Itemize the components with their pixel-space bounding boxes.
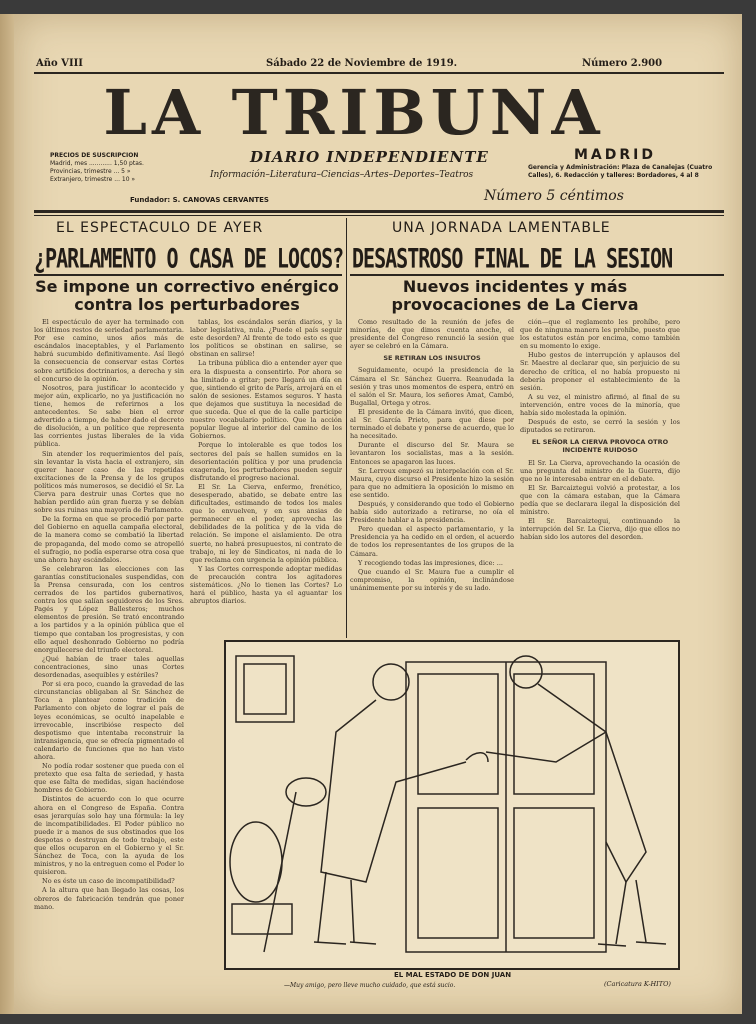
paragraph: Después de esto, se cerró la sesión y los diputados se retiraron.: [520, 418, 680, 435]
paragraph: Se celebraron las elecciones con las garantías constitucionales suspendidas, con la Prensa censurada, con los centros cerrados de los partidos gubernativos, contra los que salían seguidores de los Sres. Pagés y López Ballesteros; muchos elementos de presión. Se trató encontrando a los partidos y a la opinión pública que el tiempo que contaban los progresistas, y con ello aquel deshonrado Gobierno no podría enorgullecerse del triunfo electoral.: [34, 564, 184, 654]
paragraph: Hubo gestos de interrupción y aplausos del Sr. Maestre al declarar que, sin perjuicio de su derecho de crítica, el no había propuesto ni debería proponer el establecimiento de la sesión.: [520, 351, 680, 392]
column-divider: [346, 218, 347, 638]
left-column-1: [34, 318, 184, 978]
paragraph: Por si era poco, cuando la gravedad de las circunstancias obligaban al Sr. Sánchez de Toca a plantear como tradición de Parlamento con objeto de lograr el país de leyes económicas, se ocultó inapelable e irrevocable, inscribióse respecto del despotismo que intentaba reconstruir la intransigencia, que se ofrecía pigmentado el calendario de funciones que no han visto ahora.: [34, 680, 184, 761]
masthead-title: LA TRIBUNA: [103, 76, 605, 149]
paragraph: Y las Cortes corresponde adoptar medidas de precaución contra los agitadores sistemáticos. ¿No lo tienen las Cortes? Lo hará el público, hasta ya el aguantar los abruptos diarios.: [190, 564, 342, 606]
subscription-box: [50, 152, 200, 184]
left-column-2: [190, 318, 342, 636]
admin-address: Gerencia y Administración: Plaza de Canalejas (Cuatro Calles), 6. Redacción y talleres: Bordadores, 4 al 8: [528, 164, 713, 179]
right-deck: Nuevos incidentes y más provocaciones de La Cierva: [391, 277, 639, 314]
paragraph: No es éste un caso de incompatibilidad?: [42, 877, 175, 886]
left-kicker: EL ESPECTACULO DE AYER: [56, 220, 264, 236]
paragraph: ¿Qué habían de traer tales aquellas concentraciones, sino unas Cortes desordenadas, asequibles y estériles?: [34, 654, 184, 680]
paragraph: El Sr. La Cierva, enfermo, frenético, desesperado, abatido, se debate entre las dificultades, estimando de todos los males que lo envuelven, y en sus ansias de permanecer en el poder, aprovecha las debilidades de la política y de la vida de relación. Se impone el aislamiento. De otra suerte, no habrá presupuestos, ni contrato de trabajo, ni ley de Sindicatos, ni nada de lo que reclama con urgencia la opinión pública.: [190, 482, 342, 564]
subscription-row: Madrid, mes ............ 1,50 ptas.: [50, 160, 144, 167]
left-headline-rule: [34, 274, 342, 276]
right-kicker: UNA JORNADA LAMENTABLE: [392, 220, 611, 236]
subscription-title: PRECIOS DE SUSCRIPCION: [50, 152, 139, 159]
masthead-rule-thin: [34, 215, 724, 216]
year-label: Año VIII: [36, 58, 83, 69]
paragraph: El espectáculo de ayer ha terminado con los últimos restos de seriedad parlamentaria. Por ese camino, unos años más de escándalos inaceptables, y el Parlamento habrá sucumbido definitivamente. Así llegó la consecuencia de conservar estas Cortes sobre artificios doctrinarios, a derecha y sin el concurso de la opinión.: [34, 318, 184, 383]
subhead: EL SEÑOR LA CIERVA PROVOCA OTRO INCIDENTE RUIDOSO: [531, 438, 669, 455]
subscription-row: Provincias, trimestre ... 5 »: [50, 168, 131, 175]
price-label: Número 5 céntimos: [484, 188, 624, 204]
header-rule: [34, 72, 724, 74]
left-deck: Se impone un correctivo enérgico contra los perturbadores: [35, 277, 339, 314]
paragraph: Y recogiendo todas las impresiones, dice: ...: [358, 558, 503, 567]
masthead-tagline: Información–Literatura–Ciencias–Artes–Deportes–Teatros: [210, 170, 474, 180]
right-headline-rule: [350, 274, 724, 276]
paragraph: Sin atender los requerimientos del país, sin levantar la vista hacia el extranjero, sin querer hacer caso de las repetidas excitaciones de la Prensa y de los grupos políticos más numerosos, se decidió el Sr. La Cierva para destruir unas Cortes que no habían perdido aún gran fuerza y se debían sobre sus ruinas una mayoría de Parlamento.: [34, 449, 184, 515]
date-label: Sábado 22 de Noviembre de 1919.: [266, 58, 458, 69]
paragraph: De la forma en que se procedió por parte del Gobierno en aquella campaña electoral, de la manera como se combatió la libertad de propaganda, del modo como se atropelló el sufragio, no podía esperarse otra cosa que una ahora hay escándalos.: [34, 515, 184, 564]
cartoon-drawing: [226, 642, 678, 968]
city-label: MADRID: [574, 147, 656, 163]
subhead: SE RETIRAN LOS INSULTOS: [383, 354, 481, 363]
right-headline: DESASTROSO FINAL DE LA SESION: [352, 242, 673, 275]
paragraph: ción—que el reglamento les prohíbe, pero que de ninguna manera les prohíbe, puesto que los estatutos están por encima, como también en su momento lo exige.: [520, 318, 680, 351]
paragraph: El presidente de la Cámara invitó, que dicen, al Sr. García Prieto, para que diese por terminado el debate y ponerse de acuerdo, que lo ha necesitado.: [350, 407, 514, 441]
right-column-1: [350, 318, 514, 636]
cartoon-title: EL MAL ESTADO DE DON JUAN: [394, 971, 512, 979]
paragraph: Como resultado de la reunión de jefes de minorías, de que dimos cuenta anoche, el presidente del Congreso renunció la sesión que ayer se celebró en la Cámara.: [350, 318, 514, 351]
paragraph: Sr. Lerroux empezó su interpelación con el Sr. Maura, cuyo discurso el Presidente hizo la sesión para que no admitiera la oposición lo mismo en ese sentido.: [350, 466, 514, 499]
masthead-subtitle: DIARIO INDEPENDIENTE: [250, 148, 489, 166]
cartoon-illustration: [224, 640, 680, 970]
right-column-2: [520, 318, 680, 636]
masthead-rule: [34, 210, 724, 213]
paragraph: tablas, los escándalos serán diarios, y la labor legislativa, nula. ¿Puede el país seguir este desorden? Al frente de todo esto es que los políticos se obstinan en salirse, se obstinan en salirse!: [190, 318, 342, 359]
issue-number: Número 2.900: [582, 58, 663, 69]
paragraph: Seguidamente, ocupó la presidencia de la Cámara el Sr. Sánchez Guerra. Reanudada la sesión y tras unos momentos de espera, entró en el salón el Sr. Maura, los señores Amat, Cambó, Bugallal, Ortega y otros.: [350, 366, 514, 407]
paragraph: El Sr. Barcaiztegui, continuando la interrupción del Sr. La Cierva, dijo que ellos no habían sido los autores del desorden.: [520, 517, 680, 542]
paragraph: Pero quedan el aspecto parlamentario, y la Presidencia ya ha cedido en el orden, el acuerdo de todos los representantes de los grupos de la Cámara.: [350, 525, 514, 558]
paragraph: La tribuna pública dio a entender ayer que era la dispuesta a consentirlo. Por ahora se ha limitado a gritar; pero llegará un día en que, sintiendo el grito de París, arrojará en el salón de sesiones. Estamos seguros. Y hasta que dejamos que sustituya la necesidad de que suceda. Que el que de la calle participe nuestro vocabulario político. Que la acción popular llegue al interior del camino de los Gobiernos.: [190, 359, 342, 441]
paragraph: Durante el discurso del Sr. Maura se levantaron los socialistas, mas a la sesión. Entonces se apagaron las luces.: [350, 441, 514, 466]
founder-label: Fundador: S. CANOVAS CERVANTES: [130, 196, 269, 204]
paragraph: A su vez, el ministro afirmó, al final de su intervención, entre voces de la minoría, que había sido molestada la opinión.: [520, 392, 680, 418]
cartoon-caption: —Muy amigo, pero lleve mucho cuidado, que está sucio.: [284, 982, 456, 989]
paragraph: Nosotros, para justificar lo acontecido y mejor aún, explicarlo, no ya justificación no tiene, hemos de referirnos a los antecedentes. Se sabe bien el error advertido a tiempo, de haber dado el decreto de disolución, a un político que representa las corrientes justas liberales de la vida pública.: [34, 383, 184, 449]
paragraph: El Sr. La Cierva, aprovechando la ocasión de una pregunta del ministro de la Guerra, dijo que no le interesaba entrar en el debate.: [520, 458, 680, 483]
paragraph: Que cuando el Sr. Maura fue a cumplir el compromiso, la opinión, inclinándose unánimemente por su interés y de su lado.: [350, 567, 514, 592]
subscription-row: Extranjero, trimestre ... 10 »: [50, 176, 136, 183]
paragraph: No podía rodar sostener que pueda con el pretexto que esa falta de seriedad, y hasta que ese falta de medidas, sigan haciéndose hombres de Gobierno.: [34, 762, 184, 795]
paragraph: El Sr. Barcaiztegui volvió a protestar, a los que con la cámara estaban, que la Cámara pedía que se declarara ilegal la disposición del ministro.: [520, 483, 680, 517]
newspaper-page: [14, 14, 742, 1014]
left-headline: ¿PARLAMENTO O CASA DE LOCOS?: [34, 242, 344, 275]
cartoon-credit: (Caricatura K-HITO): [604, 980, 671, 988]
paragraph: A la altura que han llegado las cosas, los obreros de fabricación tendrán que poner mano.: [34, 886, 184, 911]
paragraph: Después, y considerando que todo el Gobierno había sido autorizado a retirarse, no oía el Presidente hablar a la presidencia.: [350, 499, 514, 525]
paragraph: Porque lo intolerable es que todos los sectores del país se hallen sumidos en la desorientación política y por una prudencia exagerada, los perturbadores pueden seguir disfrutando el progreso nacional.: [190, 441, 342, 482]
paragraph: Distintos de acuerdo con lo que ocurre ahora en el Congreso de España. Contra esas jerarquías solo hay una fórmula: la ley de incompatibilidades. El Poder público no puede ir a manos de sus obstinados que los despotas o destruyan de todo trabajo, este que ellos ocuparon en el Gobierno y el Sr. Sánchez de Toca, con la ayuda de los ministros, y no la entreguen como el Poder lo quisieron.: [34, 795, 184, 877]
